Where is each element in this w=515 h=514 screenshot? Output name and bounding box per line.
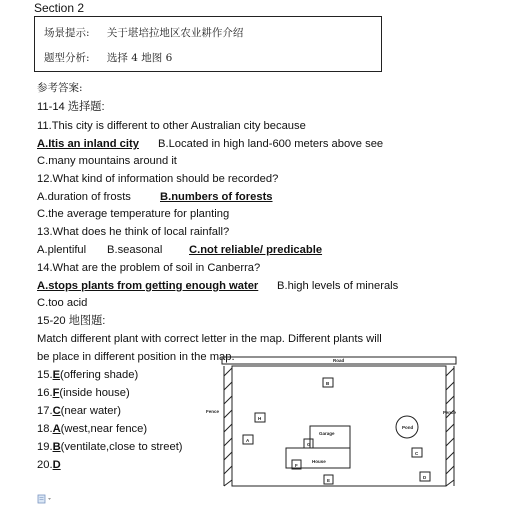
scene-label: 场景提示: xyxy=(44,27,90,39)
letter-h: H xyxy=(258,416,262,421)
q13-option-a: A.plentiful xyxy=(37,244,87,256)
pond-label: Pond xyxy=(402,425,414,430)
type-label: 题型分析: xyxy=(44,52,90,64)
fence-right-hatch xyxy=(446,366,454,486)
q13-option-b: B.seasonal xyxy=(107,244,163,256)
q12-option-c: C.the average temperature for planting xyxy=(37,208,230,220)
info-box xyxy=(34,16,382,72)
letter-g: G xyxy=(307,442,311,447)
q13-answer-c: C.not reliable/ predicable xyxy=(189,244,323,256)
garage xyxy=(310,426,350,448)
road-label: Road xyxy=(333,358,345,363)
q11-option-c: C.many mountains around it xyxy=(37,155,177,167)
scene-value: 关于堪培拉地区农业耕作介绍 xyxy=(106,27,244,39)
map-answer-20: 20.D xyxy=(37,459,61,471)
map-instruction-2: be place in different position in the map. xyxy=(37,351,235,363)
answer-letter: E xyxy=(52,369,61,381)
letter-c: C xyxy=(415,451,419,456)
q14-stem: 14.What are the problem of soil in Canberra? xyxy=(37,262,261,274)
answer-letter: F xyxy=(52,387,60,399)
answer-letter: B xyxy=(52,441,61,453)
fence-left-hatch xyxy=(224,366,232,486)
q14-option-c: C.too acid xyxy=(37,297,88,309)
section-title: Section 2 xyxy=(34,1,85,15)
document-icon[interactable] xyxy=(37,491,53,509)
answer-letter: A xyxy=(52,423,61,435)
answer-letter: D xyxy=(52,459,61,471)
garden-map xyxy=(206,356,456,488)
mc-heading: 11-14 选择题: xyxy=(37,101,105,113)
map-answer-16: 16.F(inside house) xyxy=(37,387,130,399)
map-heading: 15-20 地图题: xyxy=(37,315,106,327)
map-answer-18: 18.A(west,near fence) xyxy=(37,423,148,435)
answers-heading: 参考答案: xyxy=(37,82,83,94)
q14-answer-a: A.stops plants from getting enough water xyxy=(37,280,259,292)
q14-option-b: B.high levels of minerals xyxy=(277,280,399,292)
letter-f: F xyxy=(295,463,298,468)
letter-e: E xyxy=(327,478,331,483)
map-answer-17: 17.C(near water) xyxy=(37,405,121,417)
q11-answer-a: A.Itis an inland city xyxy=(37,138,139,150)
map-answer-15: 15.E(offering shade) xyxy=(37,369,139,381)
type-row xyxy=(44,50,172,65)
garage-label: Garage xyxy=(319,431,335,436)
type-value: 选择 4 地图 6 xyxy=(106,52,173,64)
house-label: House xyxy=(312,459,326,464)
letter-d: D xyxy=(423,475,427,480)
fence-left-label: Fence xyxy=(206,409,220,414)
map-instruction-1: Match different plant with correct letter in the map. Different plants will xyxy=(37,333,382,345)
fence-right-label: Fence xyxy=(442,410,456,415)
map-answer-19: 19.B(ventilate,close to street) xyxy=(37,441,183,453)
q11-stem: 11.This city is different to other Australian city because xyxy=(37,120,306,132)
q12-answer-b: B.numbers of forests xyxy=(160,191,273,203)
answer-letter: C xyxy=(52,405,61,417)
q13-stem: 13.What does he think of local rainfall? xyxy=(37,226,230,238)
scene-row xyxy=(44,25,243,40)
letter-a: A xyxy=(246,438,250,443)
q11-option-b: B.Located in high land-600 meters above see xyxy=(158,138,384,150)
q12-option-a: A.duration of frosts xyxy=(37,191,131,203)
letter-b: B xyxy=(326,381,330,386)
q12-stem: 12.What kind of information should be recorded? xyxy=(37,173,279,185)
